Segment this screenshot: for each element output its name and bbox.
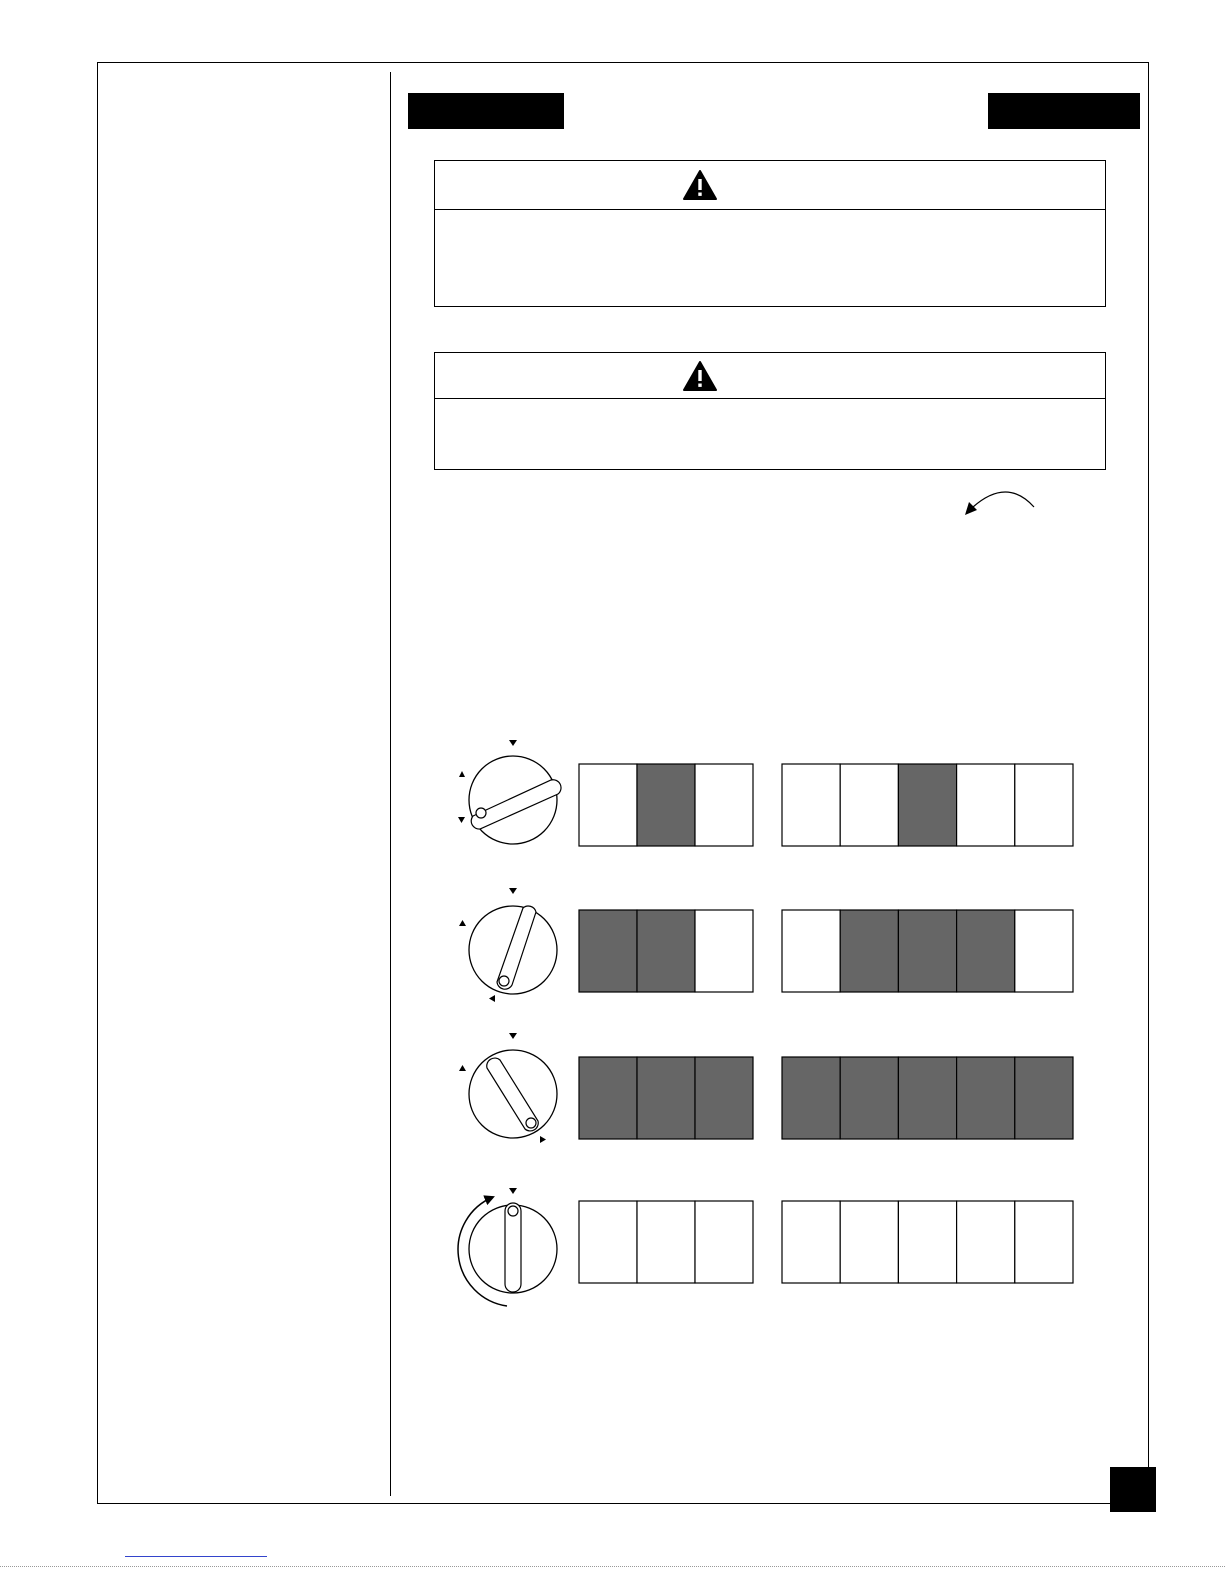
indicator-cell-empty [1015,910,1073,992]
indicator-cell-empty [637,1201,695,1283]
dial-marker-icon [489,995,495,1002]
indicator-cell-filled [957,910,1015,992]
indicator-cell-filled [1015,1057,1073,1139]
control-dial-3 [459,1033,557,1143]
control-dial-2 [459,888,557,1002]
large-indicator-bar-4 [782,1201,1073,1283]
indicator-cell-empty [957,1201,1015,1283]
dial-marker-icon [540,1136,546,1143]
indicator-cell-empty [695,910,753,992]
control-dial-1 [458,740,561,844]
indicator-cell-empty [957,764,1015,846]
dial-marker-icon [509,1033,517,1039]
dial-marker-icon [509,740,517,746]
large-indicator-bar-3 [782,1057,1073,1139]
footer-dotted-rule [0,1566,1225,1567]
indicator-cell-filled [898,910,956,992]
indicator-cell-empty [782,910,840,992]
page-number-badge [1110,1467,1156,1512]
indicator-cell-filled [579,910,637,992]
small-indicator-bar-4 [579,1201,753,1283]
dial-marker-icon [458,817,465,823]
dial-marker-icon [459,771,465,777]
indicator-cell-filled [579,1057,637,1139]
indicator-cell-empty [579,1201,637,1283]
indicator-cell-filled [840,1057,898,1139]
indicator-cell-filled [782,1057,840,1139]
indicator-cell-filled [637,764,695,846]
dial-marker-icon [509,888,517,894]
indicator-cell-filled [957,1057,1015,1139]
large-indicator-bar-1 [782,764,1073,846]
indicator-cell-empty [840,764,898,846]
indicator-cell-filled [840,910,898,992]
indicator-cell-empty [695,1201,753,1283]
small-indicator-bar-1 [579,764,753,846]
indicator-cell-empty [1015,1201,1073,1283]
indicator-cell-empty [782,764,840,846]
small-indicator-bar-2 [579,910,753,992]
dial-marker-icon [509,1188,517,1194]
indicator-bars [579,764,1073,1283]
control-dial-4 [458,1188,557,1306]
dial-marker-icon [459,920,466,926]
footer-link-underline [125,1556,267,1557]
indicator-cell-filled [637,1057,695,1139]
indicator-cell-filled [695,1057,753,1139]
indicator-cell-empty [782,1201,840,1283]
indicator-cell-empty [840,1201,898,1283]
indicator-cell-empty [898,1201,956,1283]
indicator-cell-filled [898,1057,956,1139]
indicator-cell-empty [579,764,637,846]
small-indicator-bar-3 [579,1057,753,1139]
indicator-cell-empty [1015,764,1073,846]
indicator-cell-filled [637,910,695,992]
indicator-cell-empty [695,764,753,846]
dial-marker-icon [459,1065,466,1071]
indicator-cell-filled [898,764,956,846]
large-indicator-bar-2 [782,910,1073,992]
